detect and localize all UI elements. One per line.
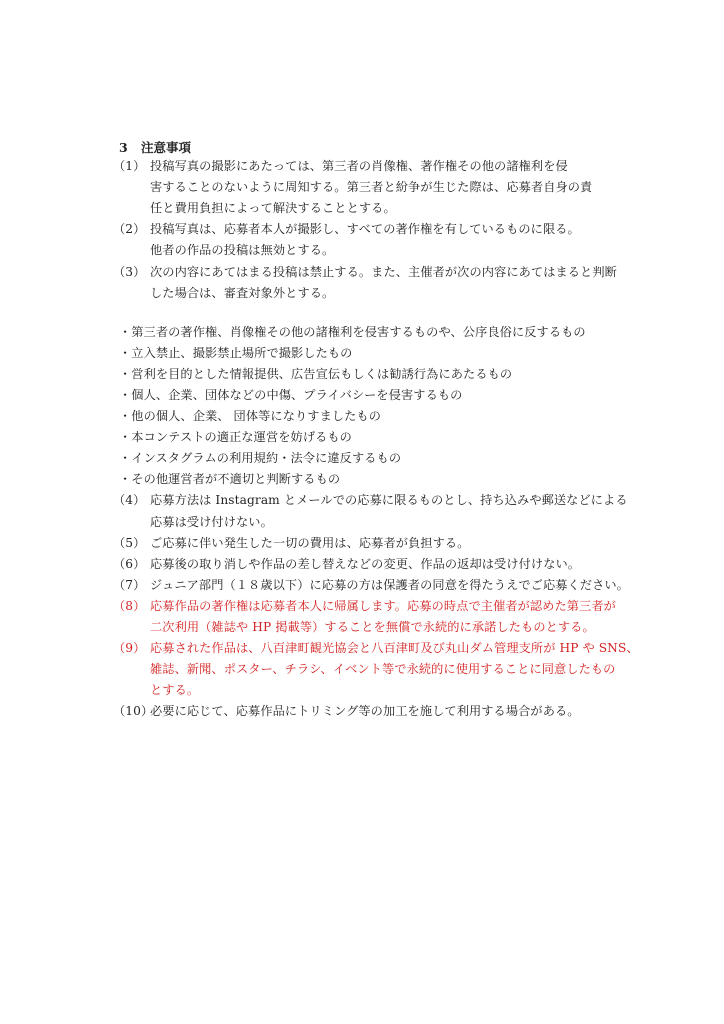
item-text-line: 雑誌、新聞、ポスター、チラシ、イベント等で永続的に使用することに同意したもの (150, 662, 616, 677)
item-marker: （2） (113, 222, 146, 237)
item-marker: （7） (113, 577, 146, 592)
item-text-line: 応募方法は Instagram とメールでの応募に限るものとし、持ち込みや郵送などによる (150, 493, 628, 508)
item-text-line: 投稿写真の撮影にあたっては、第三者の肖像権、著作権その他の諸権利を侵 (150, 159, 568, 173)
section-number: 3 (119, 140, 128, 155)
item-text-line: 応募された作品は、八百津町観光協会と八百津町及び丸山ダム管理支所が HP や SNS、 (150, 641, 639, 656)
item-text-line: 応募作品の著作権は応募者本人に帰属します。応募の時点で主催者が認めた第三者が (150, 598, 616, 613)
item-text-line: 応募は受け付けない。 (150, 514, 273, 529)
bullet-item: ・他の個人、企業、 団体等になりすましたもの (119, 409, 382, 424)
item-marker: （5） (113, 535, 146, 550)
item-text-line: 必要に応じて、応募作品にトリミング等の加工を施して利用する場合がある。 (150, 704, 580, 719)
bullet-item: ・第三者の著作権、肖像権その他の諸権利を侵害するものや、公序良俗に反するもの (119, 324, 586, 339)
item-text-line: 応募後の取り消しや作品の差し替えなどの変更、作品の返却は受け付けない。 (150, 556, 581, 571)
bullet-item: ・営利を目的とした情報提供、広告宣伝もしくは勧誘行為にあたるもの (119, 366, 513, 381)
item-text-line: 害することのないように周知する。第三者と紛争が生じた際は、応募者自身の責 (150, 180, 593, 195)
item-marker: （10） (113, 704, 154, 719)
bullet-item: ・本コンテストの適正な運営を妨げるもの (119, 430, 352, 445)
item-marker: （9） (113, 641, 146, 656)
section-heading (119, 138, 191, 156)
bullet-item: ・立入禁止、撮影禁止場所で撮影したもの (119, 345, 353, 360)
bullet-item: ・インスタグラムの利用規約・法令に違反するもの (119, 451, 402, 466)
bullet-item: ・その他運営者が不適切と判断するもの (119, 472, 341, 487)
item-marker: （4） (113, 493, 146, 508)
item-text-line: 他者の作品の投稿は無効とする。 (150, 243, 335, 258)
item-marker: （1） (113, 159, 146, 173)
section-title: 注意事項 (141, 140, 192, 155)
item-text-line: とする。 (150, 683, 200, 698)
item-marker: （3） (113, 264, 146, 279)
item-text-line: 次の内容にあてはまる投稿は禁止する。また、主催者が次の内容にあてはまると判断 (150, 264, 617, 279)
item-text-line: ご応募に伴い発生した一切の費用は、応募者が負担する。 (150, 535, 470, 550)
item-text-line: 二次利用（雑誌や HP 掲載等）することを無償で永続的に承諾したものとする。 (150, 620, 595, 635)
item-text-line: 任と費用負担によって解決することとする。 (150, 201, 396, 216)
item-text-line: 投稿写真は、応募者本人が撮影し、すべての著作権を有しているものに限る。 (150, 222, 580, 237)
item-text-line: ジュニア部門（１８歳以下）に応募の方は保護者の同意を得たうえでご応募ください。 (150, 577, 629, 592)
item-text-line: した場合は、審査対象外とする。 (150, 285, 335, 300)
item-marker: （6） (113, 556, 146, 571)
item-marker: （8） (113, 598, 146, 613)
bullet-item: ・個人、企業、団体などの中傷、プライバシーを侵害するもの (119, 387, 463, 402)
